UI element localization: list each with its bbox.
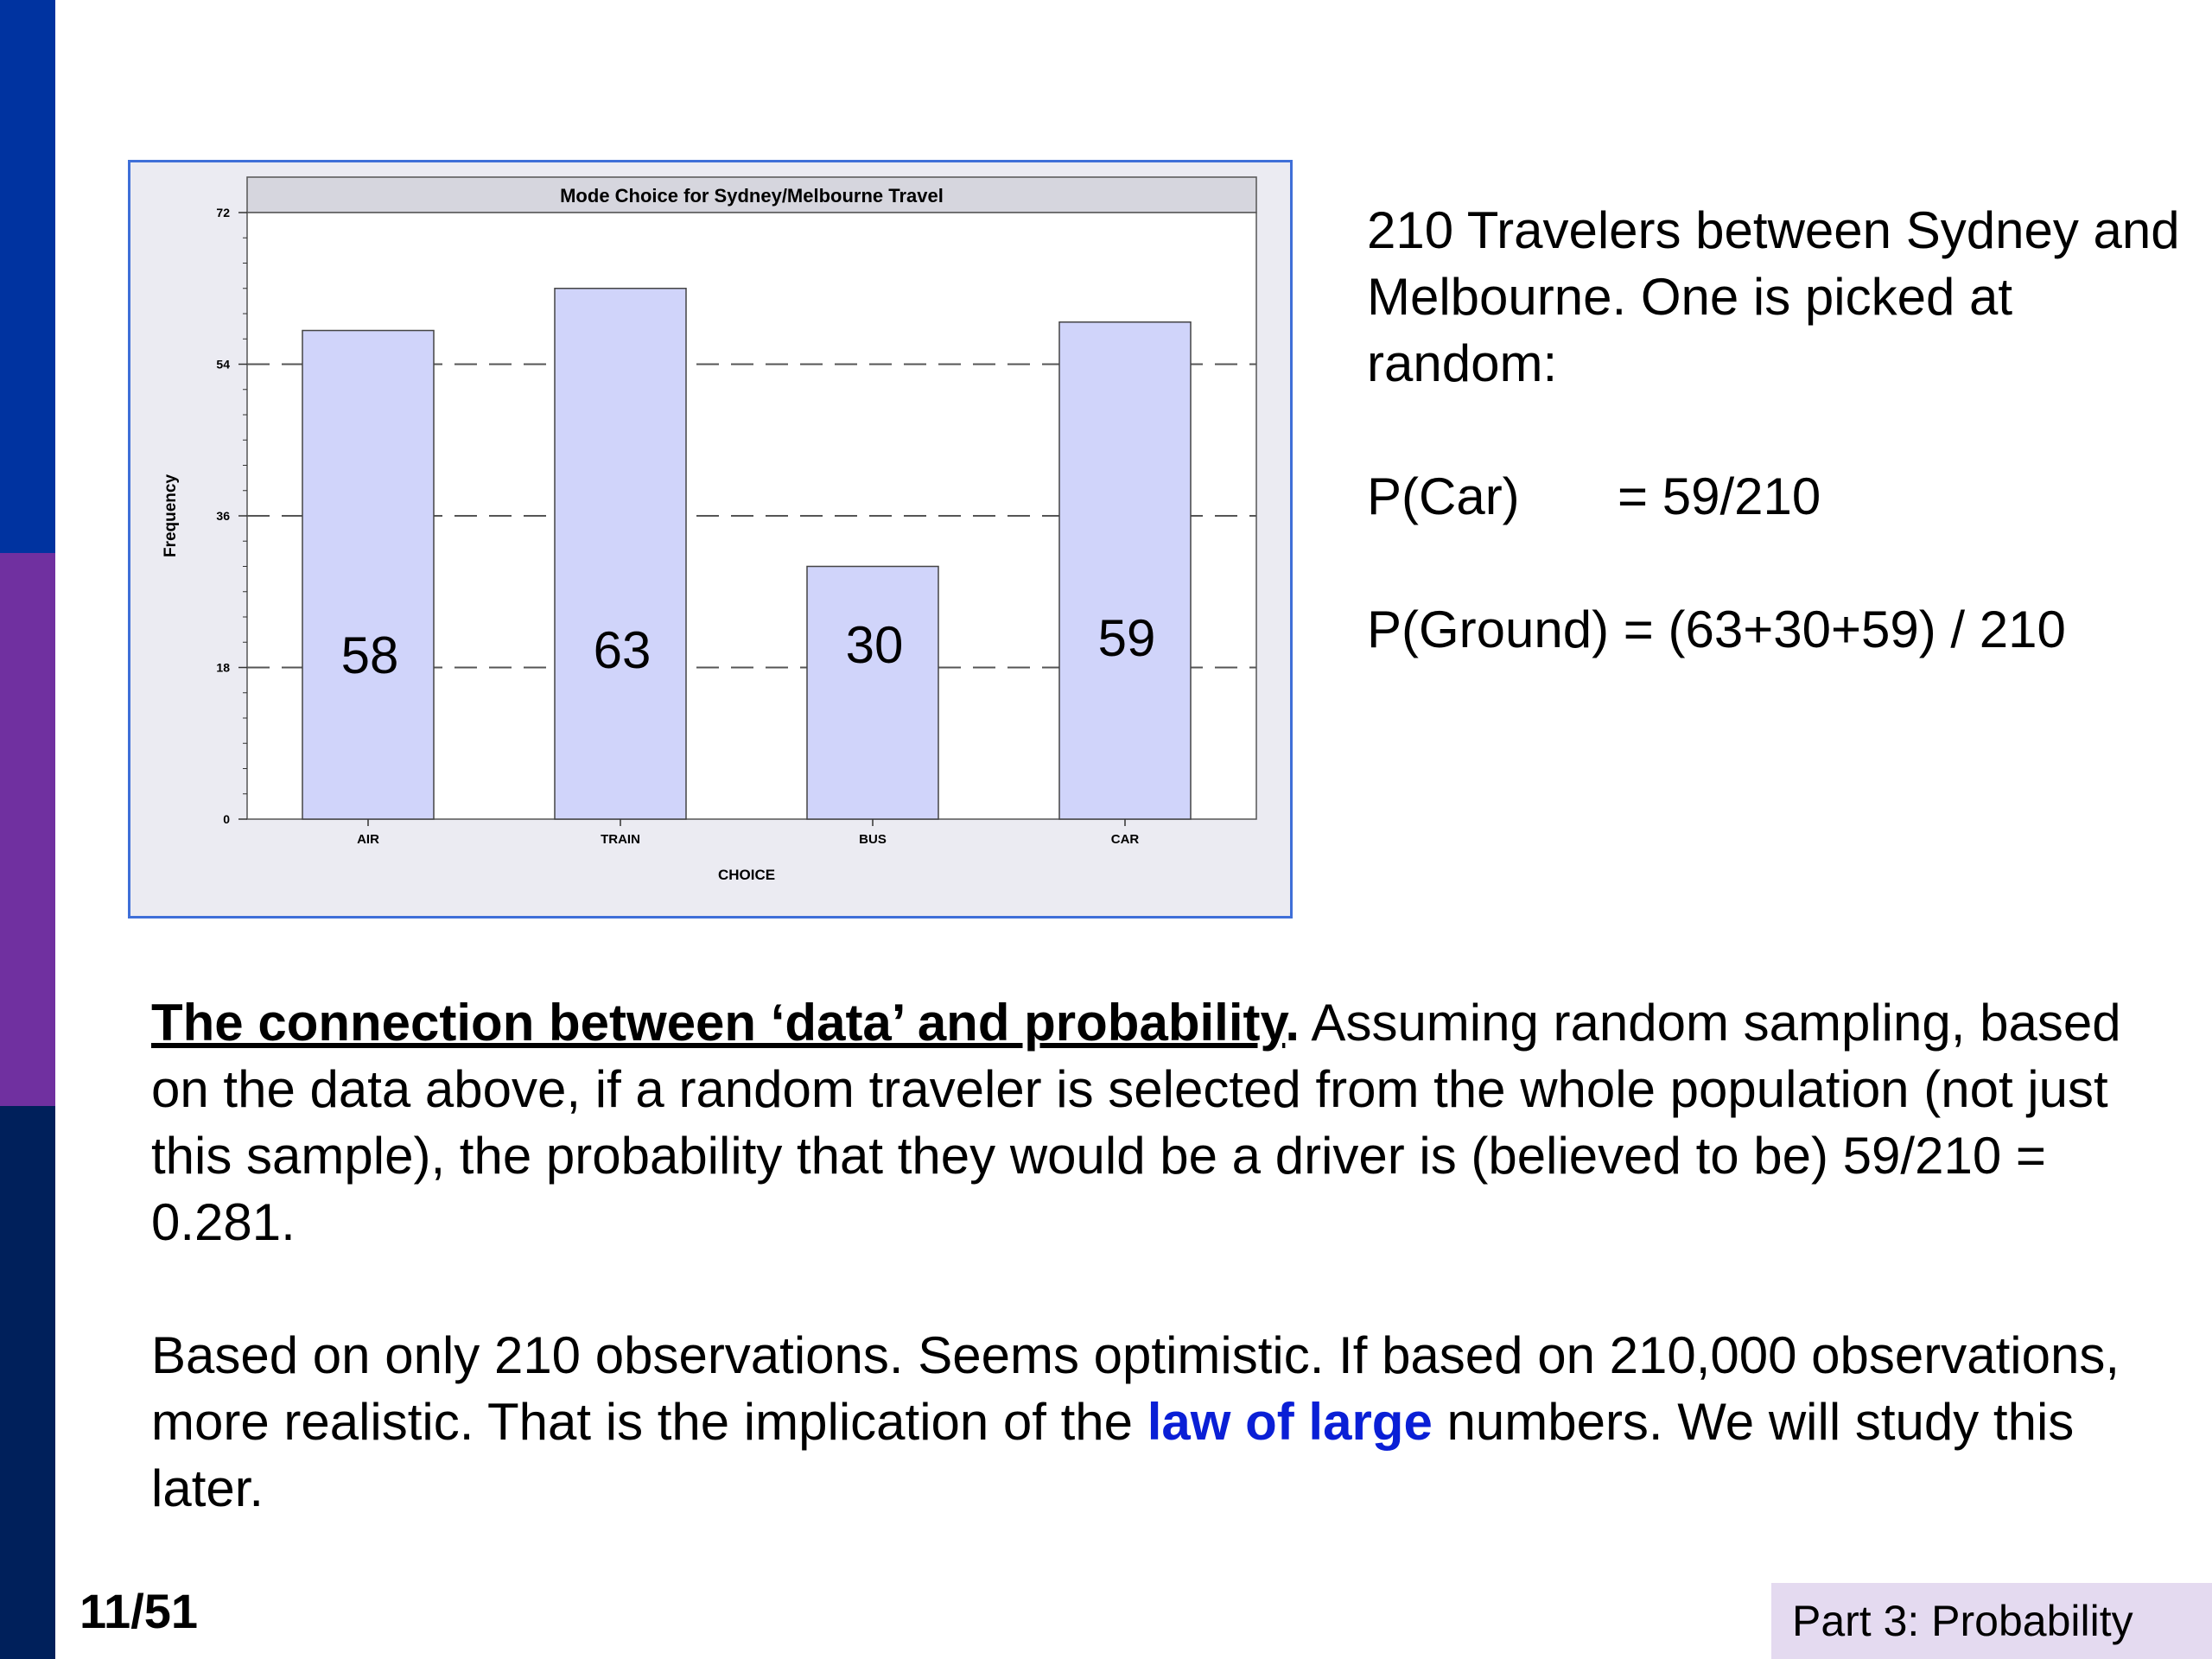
bar-data-label: 58 [340, 626, 399, 684]
x-tick-label: TRAIN [601, 832, 640, 847]
paragraph-large-numbers [151, 1322, 2139, 1522]
law-of-large-link[interactable]: law of large [1147, 1393, 1433, 1451]
paragraph-lead: The connection between ‘data’ and probability [151, 994, 1286, 1052]
bar-car [1059, 322, 1191, 819]
sidebar-top-segment [0, 0, 55, 553]
footer-section-tag: Part 3: Probability [1771, 1583, 2212, 1659]
paragraph-lead-punct: . [1285, 994, 1300, 1052]
sidebar-middle-segment [0, 553, 55, 1106]
page-number: 11/51 [79, 1584, 199, 1638]
y-tick-label: 36 [216, 509, 230, 523]
x-tick-label: AIR [357, 832, 379, 847]
y-tick-label: 72 [216, 206, 230, 219]
bar-chart-frame [128, 160, 1293, 918]
p-car-value: = 59/210 [1618, 467, 1821, 525]
p-ground-equation: P(Ground) = (63+30+59) / 210 [1367, 601, 2066, 658]
bar-bus [807, 567, 938, 820]
p-car-equation [1367, 463, 1821, 530]
paragraph-connection [151, 989, 2139, 1255]
bar-data-label: 63 [593, 621, 652, 679]
bar-air [302, 331, 434, 820]
chart-title: Mode Choice for Sydney/Melbourne Travel [560, 185, 944, 207]
side-text [1367, 197, 2196, 663]
x-axis-label: CHOICE [717, 867, 776, 883]
x-tick-label: CAR [1110, 832, 1140, 847]
paragraph-connection-rest: Assuming random sampling, based on the data above, if a random traveler is selected from the whole population (not just this sample), the probability that they would be a driver is (believed to be) 59/210 = 0.281. [151, 994, 2121, 1251]
bar-train [555, 289, 686, 819]
y-tick-label: 54 [216, 357, 230, 372]
y-tick-label: 18 [216, 660, 230, 675]
y-tick-label: 0 [223, 812, 230, 826]
intro-text: 210 Travelers between Sydney and Melbourne. One is picked at random: [1367, 201, 2180, 392]
body-text [151, 989, 2139, 1522]
bar-chart [130, 162, 1290, 916]
paragraph-before-link: Based on only 210 observations. Seems optimistic. If based on 210,000 observations, more realistic. That is the implication of the [151, 1326, 2120, 1451]
p-car-label: P(Car) [1367, 467, 1520, 525]
slide-sidebar [0, 0, 55, 1659]
paragraph-after-link: numbers. We will study this later. [151, 1393, 2075, 1517]
bar-data-label: 59 [1097, 609, 1156, 667]
bar-data-label: 30 [845, 616, 904, 674]
x-tick-label: BUS [859, 832, 887, 847]
y-axis-label: Frequency [162, 474, 180, 558]
sidebar-bottom-segment [0, 1106, 55, 1659]
